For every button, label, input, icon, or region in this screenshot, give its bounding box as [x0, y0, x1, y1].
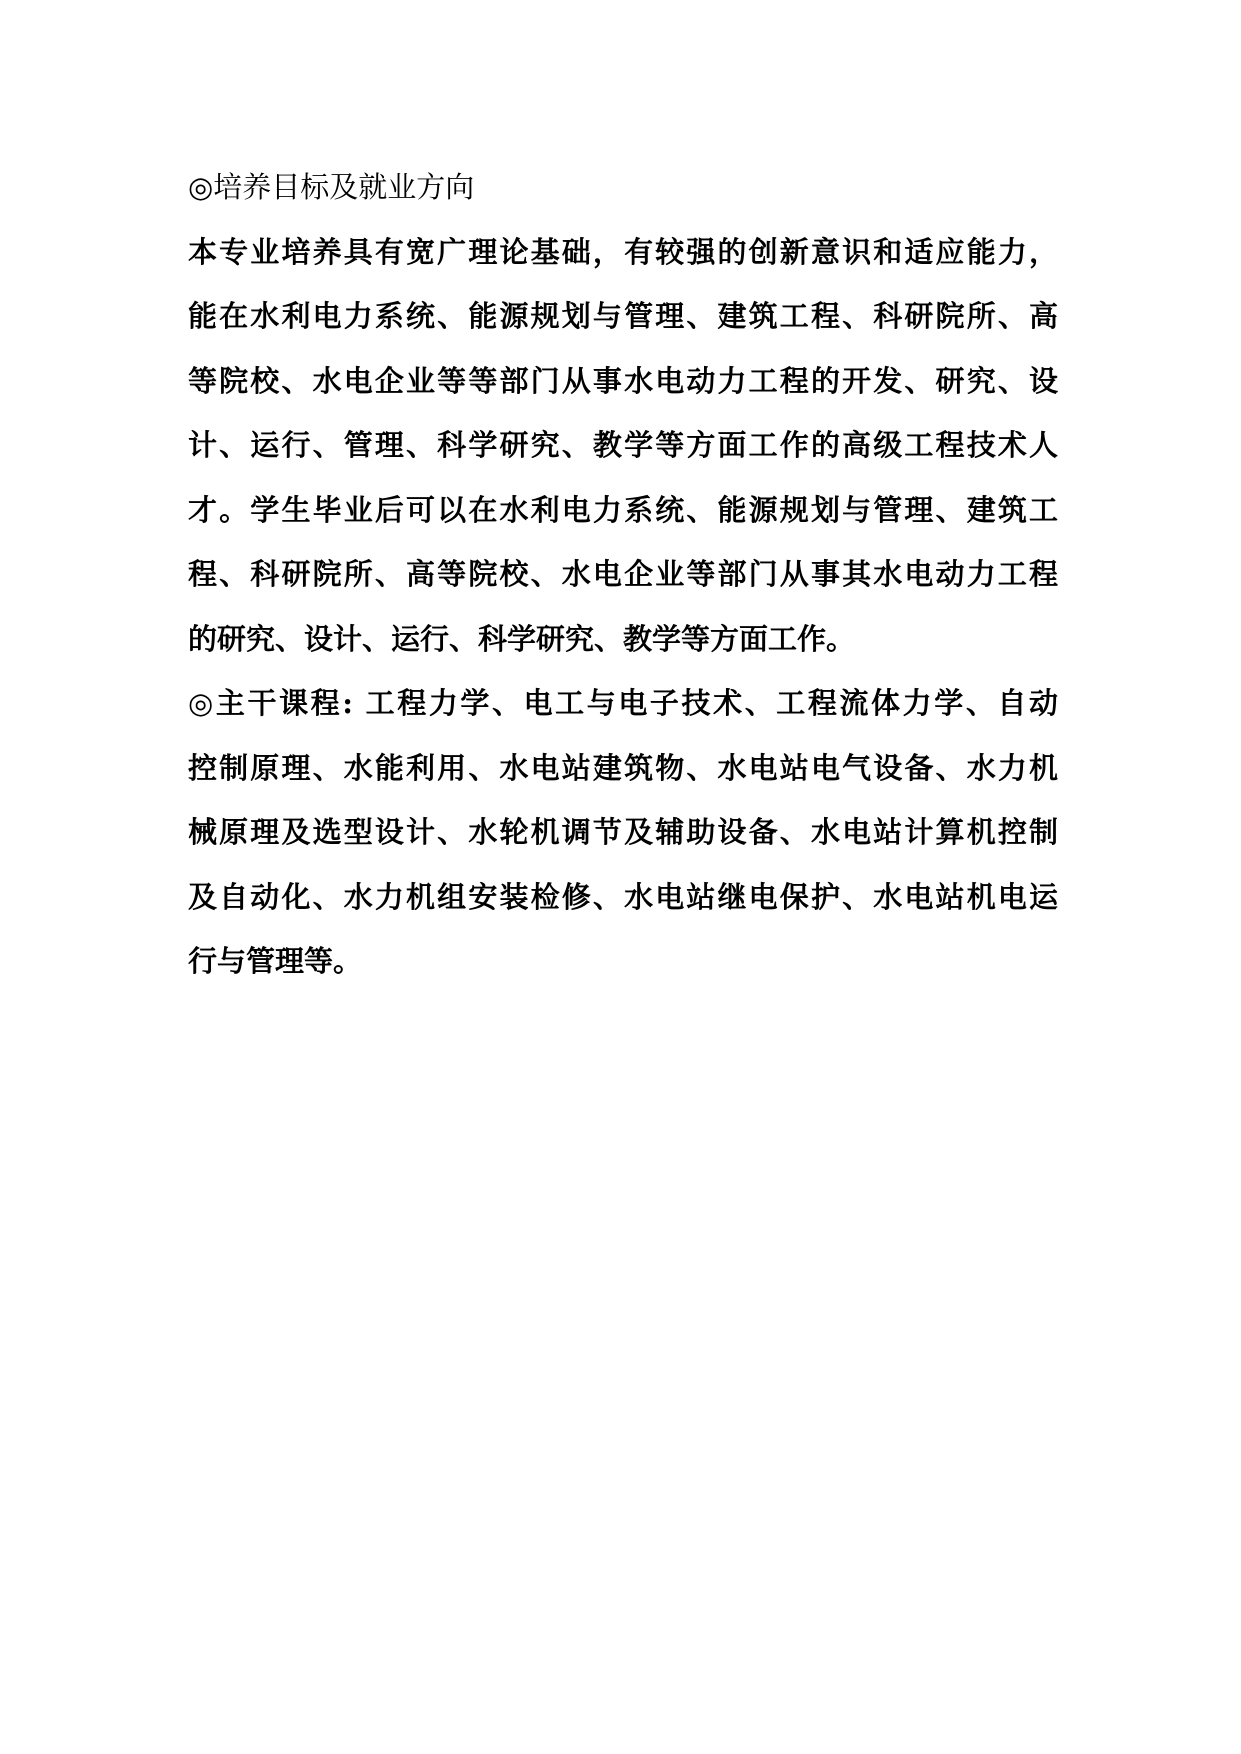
paragraph-main-courses — [188, 671, 1058, 994]
paragraph-line: ◎主干课程: 工程力学、电工与电子技术、工程流体力学、自动 — [188, 686, 1058, 720]
paragraph-line: 计、运行、管理、科学研究、教学等方面工作的高级工程技术人 — [188, 428, 1058, 462]
paragraph-line: 本专业培养具有宽广理论基础，有较强的创新意识和适应能力， — [188, 234, 1058, 269]
paragraph-line: 能在水利电力系统、能源规划与管理、建筑工程、科研院所、高 — [188, 299, 1058, 333]
paragraph-line: 才。学生毕业后可以在水利电力系统、能源规划与管理、建筑工 — [188, 492, 1058, 527]
paragraph-line: 及自动化、水力机组安装检修、水电站继电保护、水电站机电运 — [188, 879, 1058, 914]
paragraph-line: 的研究、设计、运行、科学研究、教学等方面工作。 — [188, 621, 856, 656]
paragraph-line: 行与管理等。 — [188, 944, 363, 978]
paragraph-training-goals — [188, 220, 1058, 672]
paragraph-line: 等院校、水电企业等等部门从事水电动力工程的开发、研究、设 — [188, 363, 1058, 398]
paragraph-line: 控制原理、水能利用、水电站建筑物、水电站电气设备、水力机 — [188, 750, 1058, 785]
document-body — [188, 155, 1058, 994]
section-heading-training-goals: ◎培养目标及就业方向 — [188, 170, 475, 204]
paragraph-line: 程、科研院所、高等院校、水电企业等部门从事其水电动力工程 — [188, 557, 1058, 591]
paragraph-line: 械原理及选型设计、水轮机调节及辅助设备、水电站计算机控制 — [188, 815, 1058, 849]
